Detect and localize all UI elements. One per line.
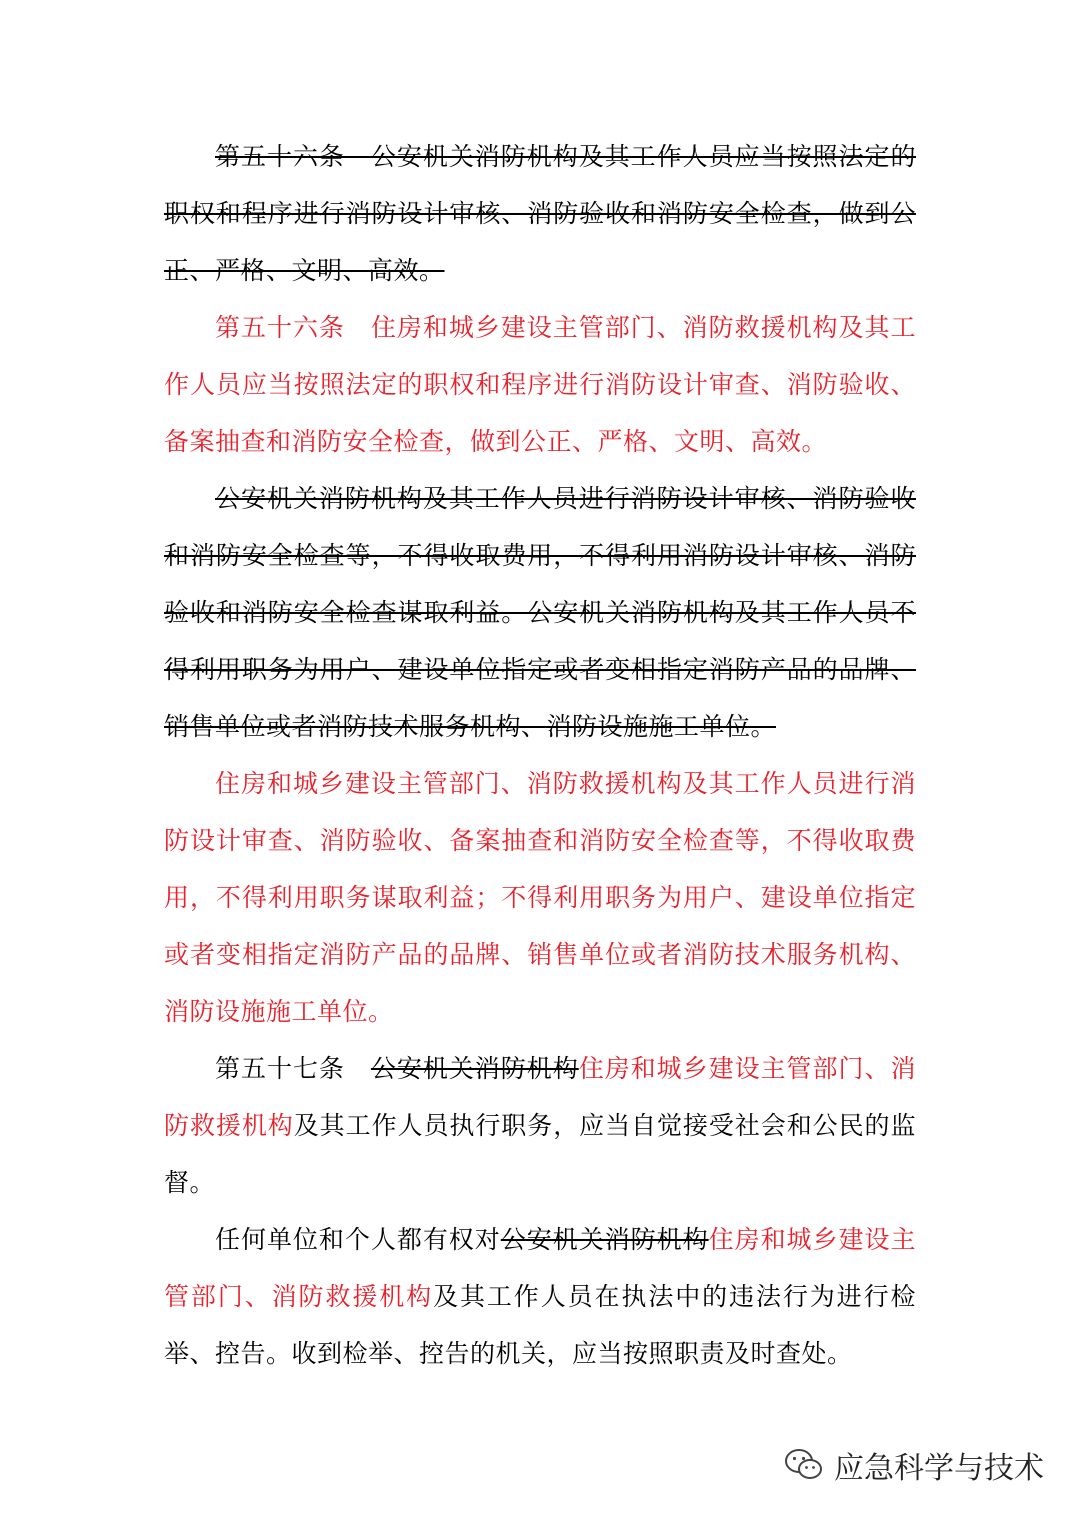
normal-text: 任何单位和个人都有权对 (215, 1225, 501, 1254)
watermark-text: 应急科学与技术 (834, 1451, 1044, 1486)
normal-text: 及其工作人员在执法中的违法行为进行检举、控告。收到检举、控告的机关，应当按照职责及时查处。 (164, 1282, 916, 1368)
watermark (784, 1443, 1044, 1487)
inserted-text: 住房和城乡建设主管部门、消防救援机构 (164, 1225, 916, 1311)
deleted-text: 第五十六条 公安机关消防机构及其工作人员应当按照法定的职权和程序进行消防设计审核、消防验收和消防安全检查，做到公正、严格、文明、高效。 (164, 142, 916, 285)
paragraph-4 (164, 755, 916, 1040)
document-body (164, 128, 916, 1382)
deleted-text: 公安机关消防机构 (500, 1225, 709, 1254)
paragraph-3 (164, 470, 916, 755)
wechat-icon (784, 1448, 824, 1482)
inserted-text: 住房和城乡建设主管部门、消防救援机构 (164, 1054, 916, 1140)
deleted-text: 公安机关消防机构及其工作人员进行消防设计审核、消防验收和消防安全检查等，不得收取费用，不得利用消防设计审核、消防验收和消防安全检查谋取利益。公安机关消防机构及其工作人员不得利用职务为用户、建设单位指定或者变相指定消防产品的品牌、销售单位或者消防技术服务机构、消防设施施工单位。 (164, 484, 916, 741)
deleted-text: 公安机关消防机构 (370, 1054, 579, 1083)
paragraph-5 (164, 1040, 916, 1211)
inserted-text: 住房和城乡建设主管部门、消防救援机构及其工作人员进行消防设计审查、消防验收、备案抽查和消防安全检查等，不得收取费用，不得利用职务谋取利益；不得利用职务为用户、建设单位指定或者变相指定消防产品的品牌、销售单位或者消防技术服务机构、消防设施施工单位。 (164, 769, 916, 1026)
normal-text: 及其工作人员执行职务，应当自觉接受社会和公民的监督。 (164, 1111, 916, 1197)
paragraph-2 (164, 299, 916, 470)
normal-text: 第五十七条 (215, 1054, 371, 1083)
paragraph-1 (164, 128, 916, 299)
paragraph-6 (164, 1211, 916, 1382)
inserted-text: 第五十六条 住房和城乡建设主管部门、消防救援机构及其工作人员应当按照法定的职权和程序进行消防设计审查、消防验收、备案抽查和消防安全检查，做到公正、严格、文明、高效。 (164, 313, 916, 456)
